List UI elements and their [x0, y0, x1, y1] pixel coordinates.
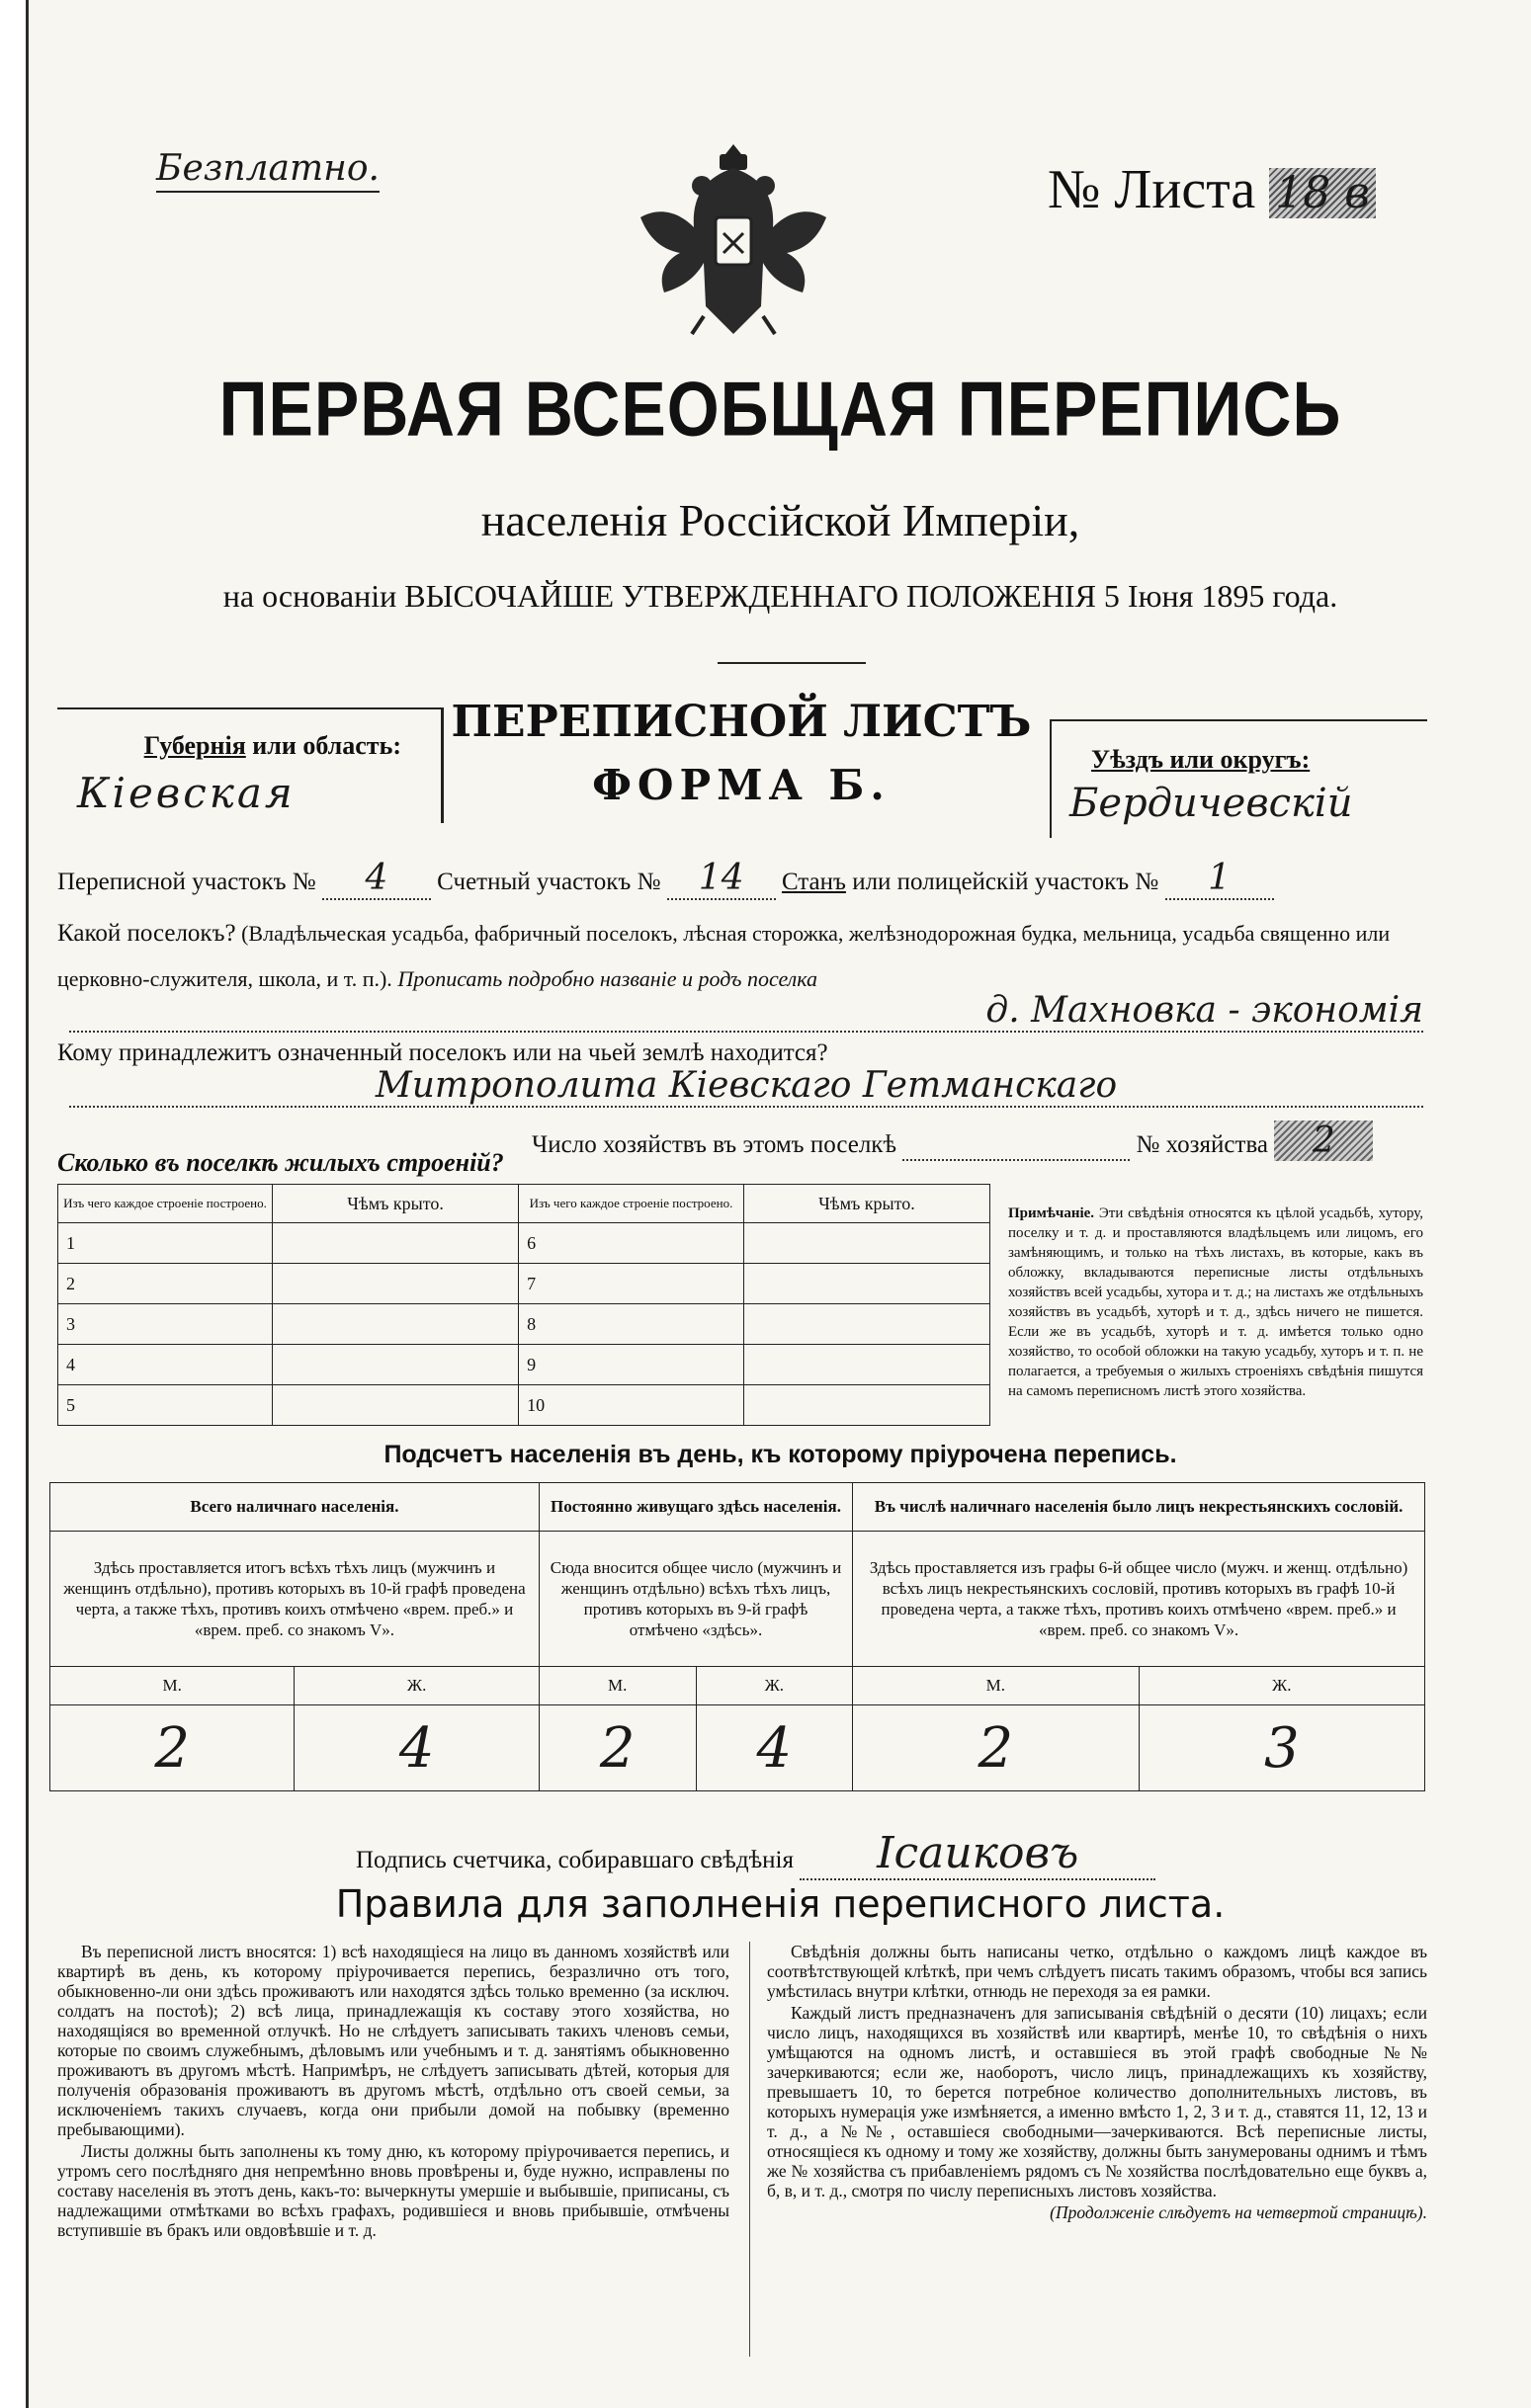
- households-line: [532, 1121, 1373, 1161]
- census-area-line: [57, 858, 1274, 900]
- table-row: [58, 1385, 990, 1426]
- sheet-number-label: № Листа: [1048, 159, 1256, 220]
- row-number: 9: [519, 1345, 744, 1385]
- table-row: [58, 1264, 990, 1304]
- count-title: Подсчетъ населенія въ день, къ которому пріурочена перепись.: [383, 1441, 1177, 1468]
- note-title: Примѣчаніе.: [1008, 1205, 1095, 1221]
- row-number: 5: [58, 1385, 273, 1426]
- roof-cell: [273, 1304, 519, 1345]
- roof-cell: [273, 1345, 519, 1385]
- subtitle: населенія Россійской Имперіи,: [480, 495, 1080, 545]
- count-title-row: [50, 1483, 1425, 1532]
- police-value: 1: [1165, 858, 1274, 900]
- rules-divider: [749, 1942, 750, 2357]
- col1-title: Всего наличнаго населенія.: [50, 1483, 540, 1532]
- note-text: Эти свѣдѣнія относятся къ цѣлой усадьбѣ, хутору, поселку и т. д. и проставляются владѣльцемъ или лицомъ, его замѣняющимъ, и только на тѣхъ листахъ, въ которые, какъ въ обложку, вкладываются переписные листы отдѣльныхъ хозяйствъ всей усадьбы, хутора и т. д.; на листахъ же отдѣльныхъ хозяйствъ въ усадьбѣ, хуторѣ и т. д., здѣсь ничего не пишется. Если же въ усадьбѣ, хуторѣ и т. д. имѣется только одно хозяйство, то особой обложки на такую усадьбу, хуторъ и т. п. не полагается, а требуемыя о жилыхъ строеніяхъ свѣдѣнія пишутся на самомъ переписномъ листѣ этого хозяйства.: [1008, 1205, 1424, 1399]
- row-number: 2: [58, 1264, 273, 1304]
- row-number: 4: [58, 1345, 273, 1385]
- row-number: 8: [519, 1304, 744, 1345]
- roof-cell: [743, 1264, 989, 1304]
- roof-cell: [273, 1223, 519, 1264]
- col3-text: Здѣсь проставляется изъ графы 6-й общее число (мужч. и женщ. отдѣльно) всѣхъ лицъ некрестьянскихъ сословій, противъ которыхъ въ графѣ 10-й проведена черта, а также тѣхъ, противъ коихъ отмѣчено «врем. преб.» и «врем. преб. со знакомъ V».: [853, 1532, 1425, 1667]
- stan-label: Станъ: [781, 869, 846, 895]
- roof-cell: [273, 1385, 519, 1426]
- row-number: 7: [519, 1264, 744, 1304]
- signature-label: Подпись счетчика, собиравшаго свѣдѣнія: [356, 1847, 794, 1873]
- free-text: Безплатно.: [156, 148, 380, 189]
- basis-line: на основаніи ВЫСОЧАЙШЕ УТВЕРЖДЕННАГО ПОЛОЖЕНІЯ 5 Іюня 1895 года.: [222, 578, 1338, 614]
- count-values-row: [50, 1705, 1425, 1791]
- total-female-value: 4: [295, 1705, 539, 1791]
- free-underline: [156, 191, 380, 193]
- col2-title: Постоянно живущаго здѣсь населенія.: [539, 1483, 852, 1532]
- row-number: 1: [58, 1223, 273, 1264]
- sheet-number-value: 18 в: [1269, 168, 1376, 218]
- col-roof-right: Чѣмъ крыто.: [743, 1185, 989, 1223]
- count-table: [49, 1482, 1425, 1791]
- table-row: [58, 1304, 990, 1345]
- settlement-block: [57, 911, 1431, 1002]
- census-area-value: 4: [322, 858, 431, 900]
- row-number: 6: [519, 1223, 744, 1264]
- rules-right-p1: Свѣдѣнія должны быть написаны четко, отдѣльно о каждомъ лицѣ каждое въ соотвѣтствующей клѣткѣ, при чемъ слѣдуетъ писать такимъ образомъ, чтобы вся запись умѣстилась внутри клѣтки, отнюдь не переходя за ея рамки.: [767, 1942, 1427, 2001]
- households-value: [902, 1131, 1130, 1161]
- rules-right-column: [767, 1942, 1427, 2224]
- rules-left-p1: Въ переписной листъ вносятся: 1) всѣ находящіеся на лицо въ данномъ хозяйствѣ или квартирѣ въ день, къ которому пріурочивается перепись, безразлично отъ того, обыкновенно-ли они здѣсь проживаютъ или находятся здѣсь только временно (за исключ. солдатъ на постоѣ); 2) всѣ лица, принадлежащія къ составу этого хозяйства, но находящіяся во временной отлучкѣ. Но не слѣдуетъ записывать такихъ членовъ семьи, которые по своимъ служебнымъ, дѣловымъ или учебнымъ и т. д. занятіямъ обыкновенно проживаютъ въ другомъ мѣстѣ. Напримѣръ, не слѣдуетъ записывать дѣтей, которыя для полученія образованія проживаютъ въ другомъ мѣстѣ, отдѣльно отъ своей семьи, за исключеніемъ такихъ случаевъ, когда они прибыли домой на побывку (временно пребывающими).: [57, 1942, 729, 2139]
- uezd-label-text: Уѣздъ или округъ:: [1091, 745, 1311, 774]
- gubernia-label-a: Губернія: [143, 731, 246, 760]
- household-no-value: 2: [1274, 1121, 1373, 1161]
- free-label: [156, 148, 380, 193]
- owner-value: Митрополита Кіевскаго Гетманскаго: [69, 1065, 1423, 1108]
- total-male-value: 2: [50, 1705, 295, 1791]
- owner-label: Кому принадлежитъ означенный поселокъ или на чьей землѣ находится?: [57, 1039, 828, 1066]
- f-label: Ж.: [295, 1667, 539, 1705]
- uezd-value: Бердичевскій: [1069, 781, 1353, 826]
- col-material-right: Изъ чего каждое строеніе построено.: [519, 1185, 744, 1223]
- coat-of-arms-icon: [635, 138, 832, 341]
- count-area-value: 14: [667, 858, 776, 900]
- roof-cell: [743, 1304, 989, 1345]
- roof-cell: [273, 1264, 519, 1304]
- main-title: ПЕРВАЯ ВСЕОБЩАЯ ПЕРЕПИСЬ: [218, 366, 1342, 453]
- table-row: [58, 1223, 990, 1264]
- settlement-instruction: Прописать подробно названіе и родъ поселка: [397, 966, 818, 991]
- f-label: Ж.: [1139, 1667, 1424, 1705]
- count-area-label: Счетный участокъ №: [437, 869, 661, 895]
- rules-continued: (Продолженіе слѣдуетъ на четвертой страницѣ).: [1050, 2202, 1427, 2222]
- sheet-number: [1048, 158, 1376, 221]
- uezd-label: [1091, 745, 1310, 775]
- settlement-hint: (Владѣльческая усадьба, фабричный поселокъ, лѣсная сторожка, желѣзнодорожная будка, мельница, усадьба священно или церковно-служителя, школа, и т. п.).: [57, 921, 1391, 991]
- col-roof-left: Чѣмъ крыто.: [273, 1185, 519, 1223]
- buildings-label: Сколько въ поселкѣ жилыхъ строеній?: [57, 1148, 504, 1177]
- gubernia-box: [57, 707, 444, 823]
- roof-cell: [743, 1345, 989, 1385]
- count-text-row: [50, 1532, 1425, 1667]
- resident-female-value: 4: [696, 1705, 853, 1791]
- settlement-label: Какой поселокъ?: [57, 920, 236, 947]
- row-number: 10: [519, 1385, 744, 1426]
- signature-value: Ісаиковъ: [800, 1828, 1155, 1880]
- m-label: М.: [539, 1667, 696, 1705]
- census-sheet: [30, 0, 1531, 2408]
- gubernia-value: Кіевская: [77, 769, 296, 817]
- count-sex-row: [50, 1667, 1425, 1705]
- roof-cell: [743, 1385, 989, 1426]
- rules-left-column: [57, 1942, 729, 2242]
- uezd-box: [1050, 719, 1427, 838]
- title-divider: [718, 662, 866, 664]
- households-label: Число хозяйствъ въ этомъ поселкѣ: [532, 1131, 897, 1158]
- col3-title: Въ числѣ наличнаго населенія было лицъ некрестьянскихъ сословій.: [853, 1483, 1425, 1532]
- resident-male-value: 2: [539, 1705, 696, 1791]
- nonpeasant-female-value: 3: [1139, 1705, 1424, 1791]
- form-title: ПЕРЕПИСНОЙ ЛИСТЪ: [451, 697, 1032, 747]
- note-block: [1008, 1204, 1423, 1401]
- signature-line: [356, 1828, 1155, 1880]
- roof-cell: [743, 1223, 989, 1264]
- table-row: [58, 1345, 990, 1385]
- police-label: или полицейскій участокъ №: [852, 869, 1159, 895]
- col-material-left: Изъ чего каждое строеніе построено.: [58, 1185, 273, 1223]
- nonpeasant-male-value: 2: [853, 1705, 1139, 1791]
- buildings-header-row: [58, 1185, 990, 1223]
- household-no-label: № хозяйства: [1136, 1131, 1269, 1158]
- form-subtitle: ФОРМА Б.: [592, 761, 891, 809]
- m-label: М.: [853, 1667, 1139, 1705]
- gubernia-label-b: или область:: [252, 731, 401, 760]
- col1-text: Здѣсь проставляется итогъ всѣхъ тѣхъ лицъ (мужчинъ и женщинъ отдѣльно), противъ которыхъ въ 10-й графѣ проведена черта, а также тѣхъ, противъ коихъ отмѣчено «врем. преб.» и «врем. преб. со знакомъ V».: [50, 1532, 540, 1667]
- binding-line: [26, 0, 29, 2408]
- settlement-value: д. Махновка - экономія: [69, 990, 1423, 1033]
- rules-title: Правила для заполненія переписного листа.: [335, 1882, 1226, 1926]
- buildings-table: [57, 1184, 990, 1426]
- col2-text: Сюда вносится общее число (мужчинъ и женщинъ отдѣльно) всѣхъ тѣхъ лицъ, противъ которыхъ въ 9-й графѣ отмѣчено «здѣсь».: [539, 1532, 852, 1667]
- gubernia-label: [144, 731, 401, 761]
- rules-right-p2: Каждый листъ предназначенъ для записыванія свѣдѣній о десяти (10) лицахъ; если число лицъ, находящихся въ хозяйствѣ или квартирѣ, менѣе 10, то свѣдѣнія о нихъ умѣщаются на одномъ листѣ, и оставшіеся въ этой графѣ свободные №№ зачеркиваются; если же, наоборотъ, число лицъ, принадлежащихъ къ хозяйству, превышаетъ 10, то берется потребное количество дополнительныхъ листовъ, въ которыхъ нумерація уже измѣняется, а именно вмѣсто 1, 2, 3 и т. д., ставятся 11, 12, 13 и т. д., а №№, оставшіеся свободными—зачеркиваются. Всѣ переписные листы, относящіеся къ одному и тому же хозяйству, должны быть занумерованы однимъ и тѣмъ же № хозяйства съ прибавленіемъ рядомъ съ № хозяйства послѣдовательно еще буквъ а, б, в, и т. д., смотря по числу переписныхъ листовъ хозяйства.: [767, 2003, 1427, 2200]
- m-label: М.: [50, 1667, 295, 1705]
- f-label: Ж.: [696, 1667, 853, 1705]
- rules-left-p2: Листы должны быть заполнены къ тому дню, къ которому пріурочивается перепись, и утромъ сего послѣдняго дня непремѣнно вновь провѣрены и, буде нужно, исправлены по составу населенія въ этотъ день, какъ-то: вычеркнуты умершіе и выбывшіе, приписаны, съ надлежащими отмѣтками во всѣхъ графахъ, родившіеся и вновь прибывшіе, отмѣчены вступившіе въ бракъ или овдовѣвшіе и т. д.: [57, 2141, 729, 2240]
- census-area-label: Переписной участокъ №: [57, 869, 316, 895]
- row-number: 3: [58, 1304, 273, 1345]
